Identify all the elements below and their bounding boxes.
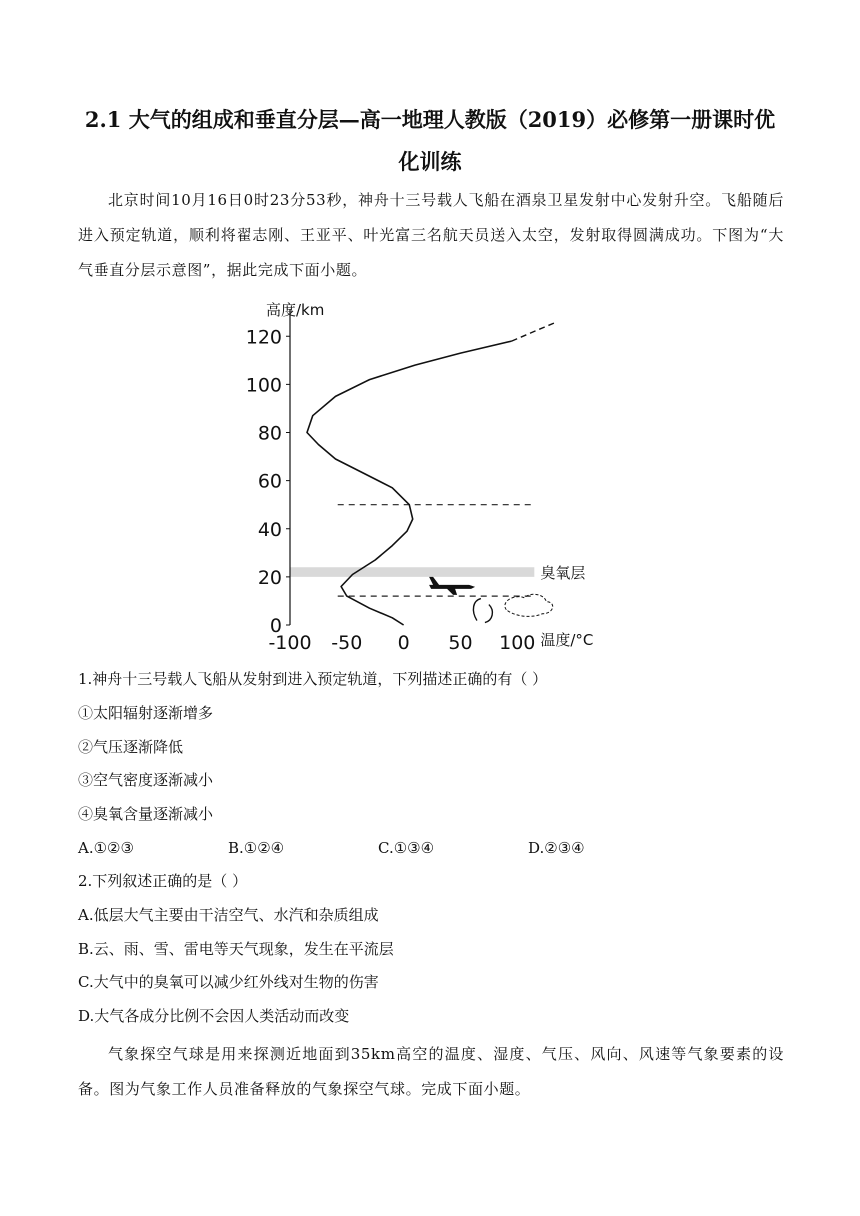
- intro-paragraph: 北京时间10月16日0时23分53秒，神舟十三号载人飞船在酒泉卫星发射中心发射升空。飞船随后进入预定轨道，顺利将翟志刚、王亚平、叶光富三名航天员送入太空，发射取得圆满成功。下图为“大气垂直分层示意图”，据此完成下面小题。: [78, 191, 784, 279]
- y-axis-label: 高度/km: [266, 301, 325, 319]
- x-tick-label: -50: [331, 632, 363, 654]
- answer-option-c[interactable]: C.大气中的臭氧可以减少红外线对生物的伤害: [78, 973, 379, 991]
- atmosphere-layer-chart: [240, 295, 620, 660]
- y-tick-label: 60: [257, 470, 282, 493]
- y-tick-label: 80: [257, 422, 282, 445]
- convection-arrow-icon: [485, 605, 492, 623]
- x-tick-label: 0: [397, 632, 410, 654]
- convection-arrow-icon: [473, 599, 480, 621]
- statement-item: ②气压逐渐降低: [78, 738, 184, 756]
- title-line-1: 2.1 大气的组成和垂直分层—高一地理人教版（2019）必修第一册课时优: [84, 107, 776, 132]
- answer-option-b[interactable]: B.云、雨、雪、雷电等天气现象，发生在平流层: [78, 940, 394, 958]
- question-stem: 2.下列叙述正确的是（ ）: [78, 872, 248, 890]
- x-axis-label: 温度/°C: [540, 631, 594, 649]
- statement-item: ①太阳辐射逐渐增多: [78, 704, 214, 722]
- answer-option-d[interactable]: D.大气各成分比例不会因人类活动而改变: [78, 1007, 350, 1025]
- answer-option-a[interactable]: A.①②③: [78, 839, 134, 857]
- answer-option-d[interactable]: D.②③④: [528, 839, 585, 857]
- title-line-2: 化训练: [398, 149, 462, 174]
- cloud-icon: [505, 594, 553, 616]
- x-tick-label: 50: [448, 632, 473, 654]
- y-tick-label: 0: [269, 615, 282, 637]
- answer-option-b[interactable]: B.①②④: [228, 839, 285, 857]
- y-tick-label: 120: [245, 326, 282, 349]
- x-tick-label: 100: [499, 632, 536, 654]
- temperature-curve-extension: [512, 322, 557, 341]
- airplane-icon: [429, 577, 475, 595]
- y-tick-label: 100: [245, 374, 282, 397]
- x-tick-label: -100: [268, 632, 312, 654]
- answer-option-c[interactable]: C.①③④: [378, 839, 435, 857]
- balloon-paragraph: 气象探空气球是用来探测近地面到35km高空的温度、湿度、气压、风向、风速等气象要素的设备。图为气象工作人员准备释放的气象探空气球。完成下面小题。: [78, 1045, 784, 1098]
- ozone-band: [290, 567, 534, 577]
- y-tick-label: 40: [257, 518, 282, 541]
- question-stem: 1.神舟十三号载人飞船从发射到进入预定轨道，下列描述正确的有（ ）: [78, 670, 548, 688]
- ozone-label: 臭氧层: [540, 564, 586, 583]
- statement-item: ③空气密度逐渐减小: [78, 771, 214, 789]
- temperature-curve: [307, 341, 512, 625]
- y-tick-label: 20: [257, 566, 282, 589]
- answer-option-a[interactable]: A.低层大气主要由干洁空气、水汽和杂质组成: [78, 906, 379, 924]
- statement-item: ④臭氧含量逐渐减小: [78, 805, 214, 823]
